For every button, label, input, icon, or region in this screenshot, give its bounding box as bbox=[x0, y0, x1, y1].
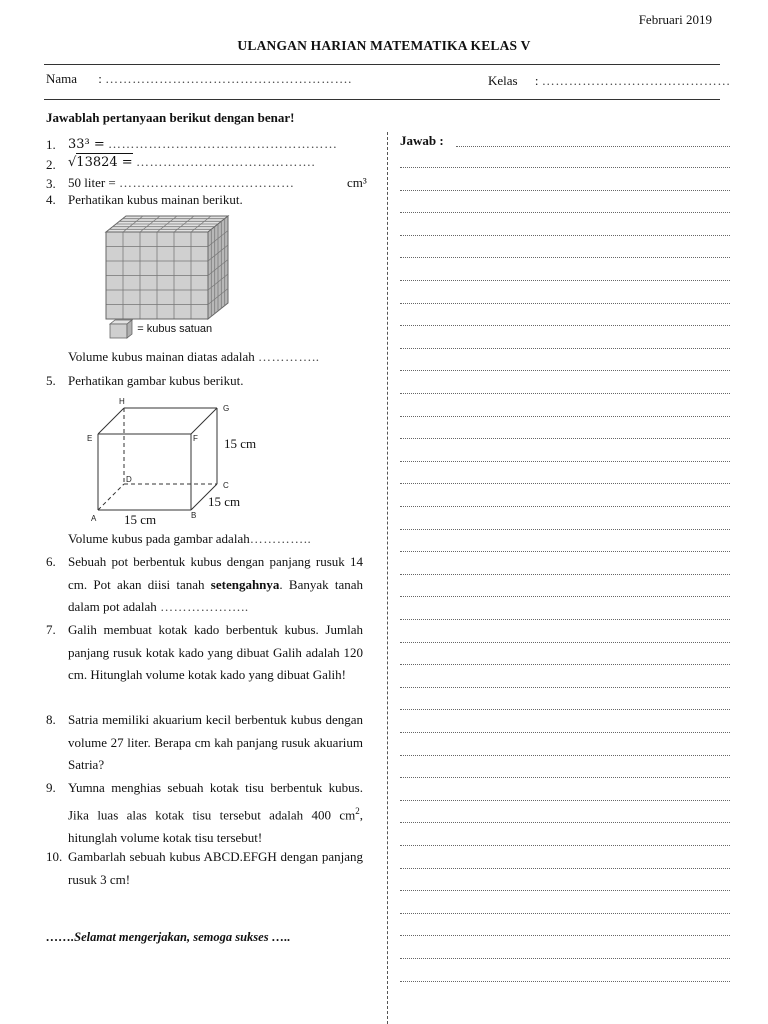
answer-line[interactable] bbox=[400, 913, 730, 914]
answer-line[interactable] bbox=[400, 800, 730, 801]
answer-line[interactable] bbox=[400, 348, 730, 349]
answer-line[interactable] bbox=[400, 551, 730, 552]
q5-text: Perhatikan gambar kubus berikut. bbox=[68, 373, 244, 388]
answer-line[interactable] bbox=[400, 280, 730, 281]
question-7: Galih membuat kotak kado berbentuk kubus. Jumlah panjang rusuk kotak kado yang dibuat Galih adalah 120 cm. Hitunglah volume kotak kado yang dibuat Galih! bbox=[68, 622, 363, 683]
q4-text: Perhatikan kubus mainan berikut. bbox=[68, 192, 243, 207]
answer-line[interactable] bbox=[400, 438, 730, 439]
vertex-g: G bbox=[223, 404, 230, 413]
legend-text: = kubus satuan bbox=[137, 323, 213, 335]
answer-line[interactable] bbox=[400, 890, 730, 891]
page-title: ULANGAN HARIAN MATEMATIKA KELAS V bbox=[237, 38, 531, 53]
vertex-h: H bbox=[119, 397, 125, 406]
answer-line[interactable] bbox=[400, 664, 730, 665]
dim-depth-label: 15 cm bbox=[208, 494, 241, 509]
answer-line[interactable] bbox=[400, 416, 730, 417]
question-10: Gambarlah sebuah kubus ABCD.EFGH dengan panjang rusuk 3 cm! bbox=[68, 849, 363, 887]
q2-expression: 13824 = bbox=[76, 155, 133, 170]
answer-line[interactable] bbox=[400, 687, 730, 688]
answer-line[interactable] bbox=[400, 257, 730, 258]
instruction: Jawablah pertanyaan berikut dengan benar! bbox=[46, 110, 295, 125]
q1-expression: 33³ = bbox=[68, 137, 105, 152]
q3-expression: 50 liter = bbox=[68, 175, 116, 190]
answer-line[interactable] bbox=[400, 190, 730, 191]
answer-label: Jawab : bbox=[400, 133, 444, 148]
answer-line[interactable] bbox=[400, 303, 730, 304]
answer-line[interactable] bbox=[400, 755, 730, 756]
vertex-e: E bbox=[87, 434, 93, 443]
class-field[interactable]: Kelas : …………………………………… bbox=[488, 73, 731, 88]
answer-line[interactable] bbox=[400, 461, 730, 462]
answer-line[interactable] bbox=[400, 574, 730, 575]
q5-followup: Volume kubus pada gambar adalah bbox=[68, 531, 250, 546]
answer-line[interactable] bbox=[400, 370, 730, 371]
q9-text-b: , hitunglah volume kotak tisu tersebut! bbox=[68, 806, 363, 845]
answer-line[interactable] bbox=[400, 212, 730, 213]
q9-sup: 2 bbox=[355, 805, 360, 816]
q6-text-b: . Banyak tanah dalam pot adalah bbox=[68, 576, 364, 615]
dim-height-label: 15 cm bbox=[224, 436, 257, 451]
header-divider bbox=[44, 99, 720, 100]
name-label: Nama bbox=[46, 71, 78, 86]
question-8: Satria memiliki akuarium kecil berbentuk kubus dengan volume 27 liter. Berapa cm kah panjang rusuk akuarium Satria? bbox=[68, 712, 363, 773]
date-label: Februari 2019 bbox=[638, 12, 712, 27]
answer-line[interactable] bbox=[400, 958, 730, 959]
answer-line[interactable] bbox=[400, 822, 730, 823]
answer-line[interactable] bbox=[400, 981, 730, 982]
question-9 bbox=[68, 777, 363, 849]
vertex-f: F bbox=[193, 434, 198, 443]
answer-line[interactable] bbox=[400, 325, 730, 326]
answer-line[interactable] bbox=[400, 596, 730, 597]
question-6: Sebuah pot berbentuk kubus dengan panjang rusuk 14 cm. Pot akan diisi tanah setengahnya. Banyak tanah dalam pot adalah ……………….. bbox=[68, 554, 364, 615]
question-number: 4. bbox=[46, 192, 56, 207]
cube-abcd-efgh-figure bbox=[84, 394, 264, 530]
question-number: 1. bbox=[46, 137, 56, 152]
answer-line[interactable] bbox=[400, 868, 730, 869]
answer-line[interactable] bbox=[400, 732, 730, 733]
unit-cube-legend bbox=[108, 318, 212, 340]
cube-front-face bbox=[106, 232, 208, 319]
answer-line[interactable] bbox=[400, 709, 730, 710]
answer-line[interactable] bbox=[400, 845, 730, 846]
q4-followup: Volume kubus mainan diatas adalah bbox=[68, 349, 255, 364]
question-2[interactable]: √13824 = …………………………………. bbox=[68, 154, 316, 170]
vertex-c: C bbox=[223, 481, 229, 490]
question-number: 10. bbox=[46, 849, 63, 864]
answer-line[interactable] bbox=[400, 235, 730, 236]
unit-cube-icon bbox=[108, 318, 134, 340]
question-3[interactable]: 50 liter = ………………………………… bbox=[68, 175, 295, 190]
answer-line[interactable] bbox=[400, 506, 730, 507]
answer-line[interactable] bbox=[400, 935, 730, 936]
top-divider bbox=[44, 64, 720, 65]
question-number: 5. bbox=[46, 373, 56, 388]
class-label: Kelas bbox=[488, 73, 518, 88]
q4-followup-row: Volume kubus mainan diatas adalah ………….. bbox=[68, 349, 320, 364]
question-number: 2. bbox=[46, 157, 56, 172]
answer-line[interactable] bbox=[400, 167, 730, 168]
answer-line[interactable] bbox=[400, 777, 730, 778]
question-number: 9. bbox=[46, 780, 56, 795]
question-number: 7. bbox=[46, 622, 56, 637]
sqrt-icon: √ bbox=[68, 155, 77, 170]
footer-message: …….Selamat mengerjakan, semoga sukses ….. bbox=[46, 930, 291, 944]
vertex-d: D bbox=[126, 475, 132, 484]
q6-text-a: Sebuah pot berbentuk kubus dengan panjang rusuk 14 cm. Pot akan diisi tanah bbox=[68, 554, 363, 592]
column-divider bbox=[387, 132, 388, 1024]
answer-line[interactable] bbox=[400, 529, 730, 530]
q6-text-bold: setengahnya bbox=[210, 576, 280, 592]
vertex-a: A bbox=[91, 514, 97, 523]
q9-text-a: Yumna menghias sebuah kotak tisu berbentuk kubus. Jika luas alas kotak tisu tersebut adalah 400 cm bbox=[68, 780, 363, 822]
question-number: 3. bbox=[46, 176, 56, 191]
answer-line[interactable] bbox=[456, 146, 730, 147]
question-1[interactable]: 33³ = …………………………………………… bbox=[68, 136, 338, 152]
dim-width-label: 15 cm bbox=[124, 512, 157, 527]
question-number: 8. bbox=[46, 712, 56, 727]
answer-line[interactable] bbox=[400, 642, 730, 643]
answer-line[interactable] bbox=[400, 619, 730, 620]
question-number: 6. bbox=[46, 554, 56, 569]
answer-line[interactable] bbox=[400, 483, 730, 484]
name-field[interactable]: Nama : ………………………………………………. bbox=[46, 71, 352, 86]
vertex-b: B bbox=[191, 511, 197, 520]
q5-followup-row: Volume kubus pada gambar adalah………….. bbox=[68, 531, 312, 546]
answer-line[interactable] bbox=[400, 393, 730, 394]
q3-unit: cm³ bbox=[347, 175, 367, 190]
